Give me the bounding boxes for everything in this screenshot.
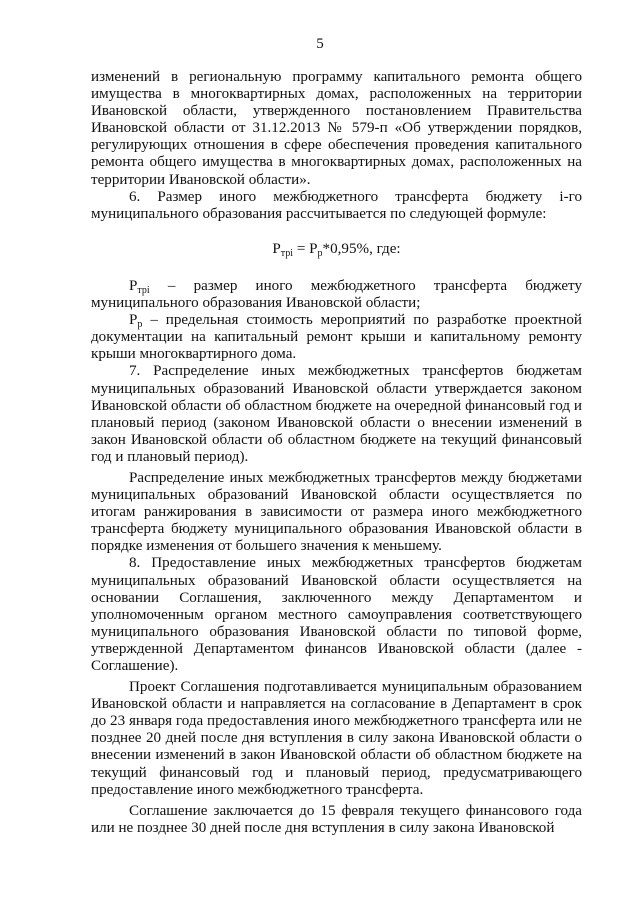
definition-ptri: [91, 278, 582, 312]
definition-ptri-text: – размер иного межбюджетного трансферта бюджету муниципального образования Ивановской области;: [91, 277, 582, 312]
paragraph-7: 7. Распределение иных межбюджетных трансфертов бюджетам муниципальных образований Ивановской области утверждается законом Ивановской области об областном бюджете на очередной финансовый год и плановый период (законом Ивановской области о внесении изменений в закон Ивановской области об областном бюджете на текущий финансовый год и плановый период).: [91, 363, 582, 465]
page-number: 5: [316, 36, 324, 52]
paragraph-continuation: изменений в региональную программу капитального ремонта общего имущества в многоквартирных домах, расположенных на территории Ивановской области, утвержденного постановлением Правительства Ивановской области от 31.12.2013 № 579-п «Об утверждении порядков, регулирующих отношения в сфере обеспечения проведения капитального ремонта общего имущества в многоквартирных домах, расположенных на территории Ивановской области».: [91, 69, 582, 188]
formula-eq: = P: [293, 240, 318, 257]
paragraph-8-project: Проект Соглашения подготавливается муниципальным образованием Ивановской области и направляется на согласование в Департамент в срок до 23 января года предоставления иного межбюджетного трансферта или не позднее 20 дней после дня вступления в силу закона Ивановской области о внесении изменений в закон Ивановской области об областном бюджете на текущий финансовый год и плановый период, предусматривающего предоставление иного межбюджетного трансферта.: [91, 679, 582, 798]
formula-rhs-subscript: р: [317, 247, 323, 259]
paragraph-8-agreement: Соглашение заключается до 15 февраля текущего финансового года или не позднее 30 дней после дня вступления в силу закона Ивановской: [91, 802, 582, 836]
formula: [91, 241, 582, 258]
document-body: [91, 69, 582, 837]
definition-pr: [91, 312, 582, 363]
definition-pr-symbol: P: [129, 312, 138, 329]
definition-ptri-symbol: P: [129, 277, 138, 294]
definition-ptri-subscript: трі: [137, 284, 150, 296]
paragraph-6: 6. Размер иного межбюджетного трансферта бюджету i-го муниципального образования рассчитывается по следующей формуле:: [91, 188, 582, 222]
definition-pr-subscript: р: [137, 319, 143, 331]
definition-pr-text: – предельная стоимость мероприятий по разработке проектной документации на капитальный ремонт крыши и капитальному ремонту крыши многоквартирного дома.: [91, 312, 582, 363]
formula-rest: *0,95%, где:: [322, 240, 401, 257]
formula-lhs: P: [272, 240, 281, 257]
paragraph-8: 8. Предоставление иных межбюджетных трансфертов бюджетам муниципальных образований Ивановской области осуществляется на основании Соглашения, заключенного между Департаментом и уполномоченным органом местного самоуправления соответствующего муниципального образования Ивановской области по типовой форме, утвержденной Департаментом финансов Ивановской области (далее - Соглашение).: [91, 555, 582, 674]
formula-lhs-subscript: трі: [280, 247, 294, 259]
paragraph-7-distribution: Распределение иных межбюджетных трансфертов между бюджетами муниципальных образований Ивановской области осуществляется по итогам ранжирования в зависимости от размера иного межбюджетного трансферта бюджету муниципального образования Ивановской области в порядке изменения от большего значения к меньшему.: [91, 469, 582, 555]
